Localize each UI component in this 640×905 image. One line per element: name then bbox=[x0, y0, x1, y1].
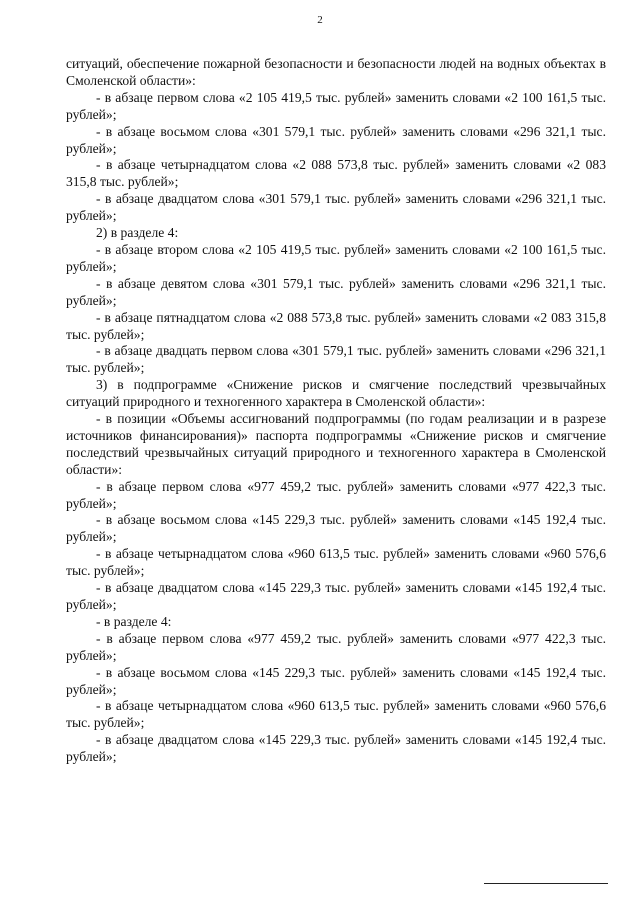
footer-rule bbox=[484, 883, 608, 884]
paragraph: - в абзаце двадцатом слова «145 229,3 тыс. рублей» заменить словами «145 192,4 тыс. рублей»; bbox=[66, 732, 606, 765]
document-body bbox=[66, 56, 606, 766]
paragraph: - в абзаце двадцатом слова «301 579,1 тыс. рублей» заменить словами «296 321,1 тыс. рублей»; bbox=[66, 191, 606, 224]
paragraph: - в абзаце четырнадцатом слова «960 613,5 тыс. рублей» заменить словами «960 576,6 тыс. рублей»; bbox=[66, 546, 606, 579]
paragraph: - в абзаце четырнадцатом слова «2 088 573,8 тыс. рублей» заменить словами «2 083 315,8 тыс. рублей»; bbox=[66, 157, 606, 190]
paragraph: - в абзаце двадцатом слова «145 229,3 тыс. рублей» заменить словами «145 192,4 тыс. рублей»; bbox=[66, 580, 606, 612]
paragraph: - в абзаце двадцать первом слова «301 579,1 тыс. рублей» заменить словами «296 321,1 тыс. рублей»; bbox=[66, 343, 606, 376]
paragraph: - в абзаце четырнадцатом слова «960 613,5 тыс. рублей» заменить словами «960 576,6 тыс. рублей»; bbox=[66, 698, 606, 731]
paragraph: - в позиции «Объемы ассигнований подпрограммы (по годам реализации и в разрезе источников финансирования)» паспорта подпрограммы «Снижение рисков и смягчение последствий чрезвычайных ситуаций природного и техногенного характера в Смоленской области»: bbox=[66, 411, 606, 477]
paragraph: - в абзаце первом слова «2 105 419,5 тыс. рублей» заменить словами «2 100 161,5 тыс. рублей»; bbox=[66, 89, 606, 122]
paragraph: - в абзаце втором слова «2 105 419,5 тыс. рублей» заменить словами «2 100 161,5 тыс. рублей»; bbox=[66, 241, 606, 274]
paragraph: - в абзаце первом слова «977 459,2 тыс. рублей» заменить словами «977 422,3 тыс. рублей»; bbox=[66, 630, 606, 663]
paragraph: - в абзаце восьмом слова «145 229,3 тыс. рублей» заменить словами «145 192,4 тыс. рублей»; bbox=[66, 512, 606, 545]
page-number: 2 bbox=[317, 14, 323, 26]
paragraph: 3) в подпрограмме «Снижение рисков и смягчение последствий чрезвычайных ситуаций природного и техногенного характера в Смоленской области»: bbox=[66, 377, 606, 410]
paragraph: ситуаций, обеспечение пожарной безопасности и безопасности людей на водных объектах в Смоленской области»: bbox=[66, 56, 606, 88]
paragraph: - в абзаце восьмом слова «301 579,1 тыс. рублей» заменить словами «296 321,1 тыс. рублей»; bbox=[66, 123, 606, 156]
paragraph: - в абзаце девятом слова «301 579,1 тыс. рублей» заменить словами «296 321,1 тыс. рублей»; bbox=[66, 275, 606, 308]
paragraph: - в абзаце пятнадцатом слова «2 088 573,8 тыс. рублей» заменить словами «2 083 315,8 тыс. рублей»; bbox=[66, 309, 606, 342]
paragraph: - в абзаце восьмом слова «145 229,3 тыс. рублей» заменить словами «145 192,4 тыс. рублей»; bbox=[66, 664, 606, 697]
paragraph: 2) в разделе 4: bbox=[96, 225, 179, 241]
paragraph: - в разделе 4: bbox=[96, 613, 172, 629]
paragraph: - в абзаце первом слова «977 459,2 тыс. рублей» заменить словами «977 422,3 тыс. рублей»; bbox=[66, 478, 606, 511]
